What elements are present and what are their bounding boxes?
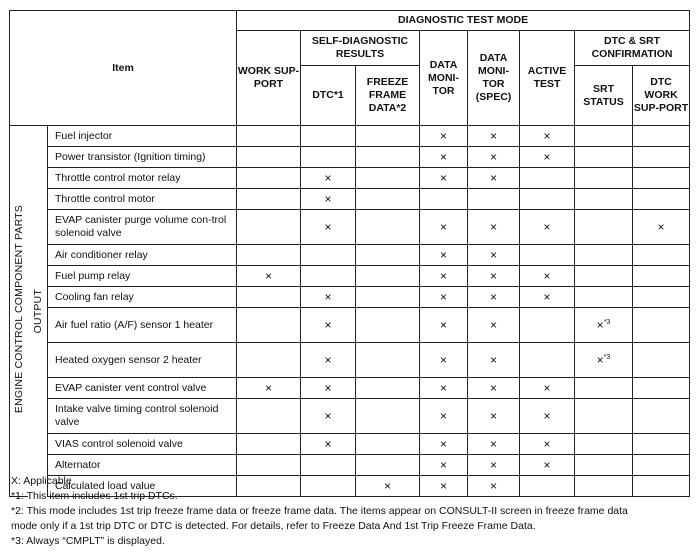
mark-cell-dws <box>633 210 690 245</box>
item-name-cell: Fuel pump relay <box>29 266 237 287</box>
mark-cell-ws <box>237 378 301 399</box>
mark-cell-dws <box>633 308 690 343</box>
mark-cell-dm <box>420 168 468 189</box>
mark-cell-dws <box>633 399 690 434</box>
mark-cell-srt <box>575 378 633 399</box>
mark-cell-ws <box>237 343 301 378</box>
mark-cell-dm <box>420 434 468 455</box>
mark-cell-dtc <box>301 126 356 147</box>
group-label-cell <box>10 126 29 497</box>
note-2: *2: This mode includes 1st trip freeze frame data or freeze frame data. The items appear on CONSULT-II screen in freeze frame data <box>11 505 628 517</box>
data-monitor-spec-header: DATA MONI-TOR (SPEC) <box>468 31 520 126</box>
applicable-mark: × <box>489 380 497 395</box>
mark-cell-srt <box>575 189 633 210</box>
mark-cell-ws <box>237 168 301 189</box>
mark-cell-dms <box>468 308 520 343</box>
mark-cell-dws <box>633 168 690 189</box>
mark-cell-at <box>520 168 575 189</box>
mark-cell-ws <box>237 399 301 434</box>
mark-cell-srt <box>575 168 633 189</box>
mark-cell-ws <box>237 455 301 476</box>
applicable-mark: × <box>489 268 497 283</box>
mark-cell-dtc <box>301 308 356 343</box>
mark-cell-dtc <box>301 189 356 210</box>
table-row <box>10 455 690 476</box>
mark-cell-dm <box>420 455 468 476</box>
mark-cell-dms <box>468 189 520 210</box>
mark-cell-dms <box>468 147 520 168</box>
mark-cell-dws <box>633 245 690 266</box>
table-row <box>10 308 690 343</box>
mark-cell-dm <box>420 147 468 168</box>
applicable-mark: × <box>489 128 497 143</box>
mark-cell-srt <box>575 308 633 343</box>
mark-cell-srt <box>575 399 633 434</box>
mark-cell-dms <box>468 266 520 287</box>
table-row <box>10 147 690 168</box>
applicable-mark: × <box>439 170 447 185</box>
mark-cell-dm <box>420 126 468 147</box>
item-name-cell: Heated oxygen sensor 2 heater <box>29 343 237 378</box>
table-row <box>10 168 690 189</box>
footnotes <box>11 474 691 549</box>
mark-cell-srt <box>575 210 633 245</box>
applicable-mark: × <box>543 149 551 164</box>
mark-cell-srt <box>575 287 633 308</box>
mark-cell-srt <box>575 455 633 476</box>
mark-cell-dms <box>468 168 520 189</box>
applicable-mark: × <box>657 219 665 234</box>
mark-cell-ff <box>356 378 420 399</box>
applicable-mark: × <box>324 191 332 206</box>
table-row <box>10 189 690 210</box>
mark-cell-dws <box>633 455 690 476</box>
mark-cell-dm <box>420 287 468 308</box>
mark-cell-dtc <box>301 287 356 308</box>
mark-cell-srt <box>575 434 633 455</box>
item-name-cell: Power transistor (Ignition timing) <box>29 147 237 168</box>
mark-cell-ws <box>237 308 301 343</box>
dtc-header: DTC*1 <box>301 66 356 126</box>
dtc-srt-confirmation-header: DTC & SRT CONFIRMATION <box>575 31 690 66</box>
applicable-mark: × <box>543 128 551 143</box>
mark-cell-at <box>520 126 575 147</box>
table-row <box>10 126 690 147</box>
applicable-mark: × <box>543 436 551 451</box>
mark-cell-dws <box>633 287 690 308</box>
applicable-mark: × <box>543 380 551 395</box>
table-row <box>10 434 690 455</box>
mark-cell-dtc <box>301 434 356 455</box>
mark-cell-ff <box>356 210 420 245</box>
mark-cell-at <box>520 287 575 308</box>
mark-cell-at <box>520 147 575 168</box>
applicable-mark: × <box>489 352 497 367</box>
mark-cell-dtc <box>301 399 356 434</box>
item-name-cell: Fuel injector <box>29 126 237 147</box>
mark-cell-srt <box>575 245 633 266</box>
applicable-mark: × <box>324 380 332 395</box>
mark-cell-ws <box>237 245 301 266</box>
srt-status-header: SRT STATUS <box>575 66 633 126</box>
mark-cell-ff <box>356 189 420 210</box>
applicable-mark: × <box>489 149 497 164</box>
applicable-mark: × <box>596 317 604 332</box>
applicable-mark: × <box>489 289 497 304</box>
mark-cell-ff <box>356 245 420 266</box>
applicable-mark: × <box>383 478 391 493</box>
applicable-mark: × <box>324 436 332 451</box>
mark-cell-dtc <box>301 245 356 266</box>
mark-cell-dtc <box>301 168 356 189</box>
applicable-mark: × <box>324 352 332 367</box>
mark-cell-at <box>520 266 575 287</box>
mark-cell-at <box>520 189 575 210</box>
mark-cell-ff <box>356 266 420 287</box>
mark-cell-dms <box>468 455 520 476</box>
item-name-cell: Calculated load value <box>29 476 237 497</box>
mark-cell-dws <box>633 434 690 455</box>
mark-cell-at <box>520 343 575 378</box>
applicable-mark: × <box>324 170 332 185</box>
mark-cell-dm <box>420 245 468 266</box>
note-3: *3: Always “CMPLT” is displayed. <box>11 535 165 547</box>
mark-cell-srt <box>575 126 633 147</box>
mark-cell-at <box>520 308 575 343</box>
table-row <box>10 378 690 399</box>
mark-cell-dws <box>633 343 690 378</box>
diagnostic-test-mode-header: DIAGNOSTIC TEST MODE <box>237 11 690 31</box>
mark-cell-ff <box>356 434 420 455</box>
mark-cell-ff <box>356 399 420 434</box>
mark-cell-at <box>520 378 575 399</box>
mark-cell-dtc <box>301 378 356 399</box>
mark-cell-dm <box>420 399 468 434</box>
mark-cell-ff <box>356 308 420 343</box>
note-1: *1: This item includes 1st trip DTCs. <box>11 490 178 502</box>
table-row <box>10 399 690 434</box>
table-body <box>10 126 690 497</box>
mark-cell-dws <box>633 126 690 147</box>
table-row <box>10 210 690 245</box>
table-row <box>10 287 690 308</box>
item-name-cell: EVAP canister purge volume con-trol solenoid valve <box>29 210 237 245</box>
applicable-mark: × <box>439 457 447 472</box>
note-2-continued: mode only if a 1st trip DTC or DTC is detected. For details, refer to Freeze Data And 1st Trip Freeze Frame Data. <box>11 520 536 532</box>
applicable-mark: × <box>489 170 497 185</box>
self-diagnostic-results-header: SELF-DIAGNOSTIC RESULTS <box>301 31 420 66</box>
mark-cell-ws <box>237 147 301 168</box>
applicable-mark: × <box>543 289 551 304</box>
mark-cell-ff <box>356 168 420 189</box>
mark-cell-ff <box>356 343 420 378</box>
applicable-mark: × <box>489 408 497 423</box>
mark-cell-ff <box>356 147 420 168</box>
mark-cell-ff <box>356 287 420 308</box>
mark-cell-dm <box>420 308 468 343</box>
mark-cell-dws <box>633 189 690 210</box>
mark-cell-ff <box>356 455 420 476</box>
footnote-ref: *3 <box>603 353 611 361</box>
mark-cell-srt <box>575 343 633 378</box>
output-label: OUTPUT <box>31 289 44 334</box>
item-name-cell: Throttle control motor <box>29 189 237 210</box>
mark-cell-dms <box>468 126 520 147</box>
work-support-header: WORK SUP-PORT <box>237 31 301 126</box>
mark-cell-dtc <box>301 266 356 287</box>
applicable-mark: × <box>543 408 551 423</box>
mark-cell-ws <box>237 287 301 308</box>
diagnostic-table-container <box>9 10 689 497</box>
mark-cell-dms <box>468 210 520 245</box>
freeze-frame-data-header: FREEZE FRAME DATA*2 <box>356 66 420 126</box>
applicable-mark: × <box>543 268 551 283</box>
active-test-header: ACTIVE TEST <box>520 31 575 126</box>
table-row <box>10 245 690 266</box>
applicable-mark: × <box>439 149 447 164</box>
mark-cell-dms <box>468 399 520 434</box>
mark-cell-ws <box>237 434 301 455</box>
mark-cell-dms <box>468 434 520 455</box>
item-name-cell: Air conditioner relay <box>29 245 237 266</box>
mark-cell-srt <box>575 266 633 287</box>
mark-cell-at <box>520 245 575 266</box>
diagnostic-test-mode-table <box>9 10 690 497</box>
mark-cell-dms <box>468 343 520 378</box>
applicable-mark: × <box>264 380 272 395</box>
applicable-mark: × <box>324 317 332 332</box>
mark-cell-dtc <box>301 210 356 245</box>
item-name-cell: Throttle control motor relay <box>29 168 237 189</box>
item-name-cell: Intake valve timing control solenoid valve <box>29 399 237 434</box>
mark-cell-at <box>520 434 575 455</box>
applicable-mark: × <box>264 268 272 283</box>
applicable-mark: × <box>439 268 447 283</box>
data-monitor-header: DATA MONI-TOR <box>420 31 468 126</box>
mark-cell-dtc <box>301 343 356 378</box>
applicable-mark: × <box>489 478 497 493</box>
applicable-mark: × <box>439 478 447 493</box>
applicable-mark: × <box>543 457 551 472</box>
applicable-mark: × <box>439 289 447 304</box>
applicable-mark: × <box>596 352 604 367</box>
item-name-cell: EVAP canister vent control valve <box>29 378 237 399</box>
applicable-mark: × <box>439 408 447 423</box>
applicable-mark: × <box>439 247 447 262</box>
mark-cell-dtc <box>301 455 356 476</box>
item-name-cell: Air fuel ratio (A/F) sensor 1 heater <box>29 308 237 343</box>
applicable-mark: × <box>324 408 332 423</box>
footnote-ref: *3 <box>603 318 611 326</box>
table-row <box>10 266 690 287</box>
applicable-mark: × <box>439 436 447 451</box>
mark-cell-dws <box>633 266 690 287</box>
mark-cell-dm <box>420 343 468 378</box>
applicable-mark: × <box>324 289 332 304</box>
applicable-mark: × <box>439 128 447 143</box>
item-name-cell: Alternator <box>29 455 237 476</box>
mark-cell-ws <box>237 126 301 147</box>
mark-cell-dm <box>420 189 468 210</box>
mark-cell-dtc <box>301 147 356 168</box>
mark-cell-ws <box>237 210 301 245</box>
applicable-mark: × <box>324 219 332 234</box>
applicable-mark: × <box>489 457 497 472</box>
applicable-mark: × <box>439 352 447 367</box>
item-name-cell: VIAS control solenoid valve <box>29 434 237 455</box>
mark-cell-at <box>520 455 575 476</box>
applicable-mark: × <box>543 219 551 234</box>
output-label-column <box>28 126 48 497</box>
mark-cell-dms <box>468 287 520 308</box>
mark-cell-at <box>520 210 575 245</box>
mark-cell-ff <box>356 126 420 147</box>
engine-control-component-parts-label: ENGINE CONTROL COMPONENT PARTS <box>12 204 25 414</box>
mark-cell-at <box>520 399 575 434</box>
mark-cell-dws <box>633 147 690 168</box>
mark-cell-dms <box>468 245 520 266</box>
item-column-header: Item <box>10 11 237 126</box>
item-name-cell: Cooling fan relay <box>29 287 237 308</box>
applicable-mark: × <box>439 219 447 234</box>
mark-cell-dws <box>633 378 690 399</box>
applicable-mark: × <box>489 317 497 332</box>
applicable-mark: × <box>489 436 497 451</box>
table-row <box>10 343 690 378</box>
note-applicable: X: Applicable <box>11 475 72 487</box>
applicable-mark: × <box>489 247 497 262</box>
mark-cell-ws <box>237 189 301 210</box>
mark-cell-ws <box>237 266 301 287</box>
dtc-work-support-header: DTC WORK SUP-PORT <box>633 66 690 126</box>
applicable-mark: × <box>489 219 497 234</box>
mark-cell-dm <box>420 210 468 245</box>
mark-cell-dm <box>420 266 468 287</box>
mark-cell-dm <box>420 378 468 399</box>
applicable-mark: × <box>439 380 447 395</box>
mark-cell-srt <box>575 147 633 168</box>
applicable-mark: × <box>439 317 447 332</box>
mark-cell-dms <box>468 378 520 399</box>
